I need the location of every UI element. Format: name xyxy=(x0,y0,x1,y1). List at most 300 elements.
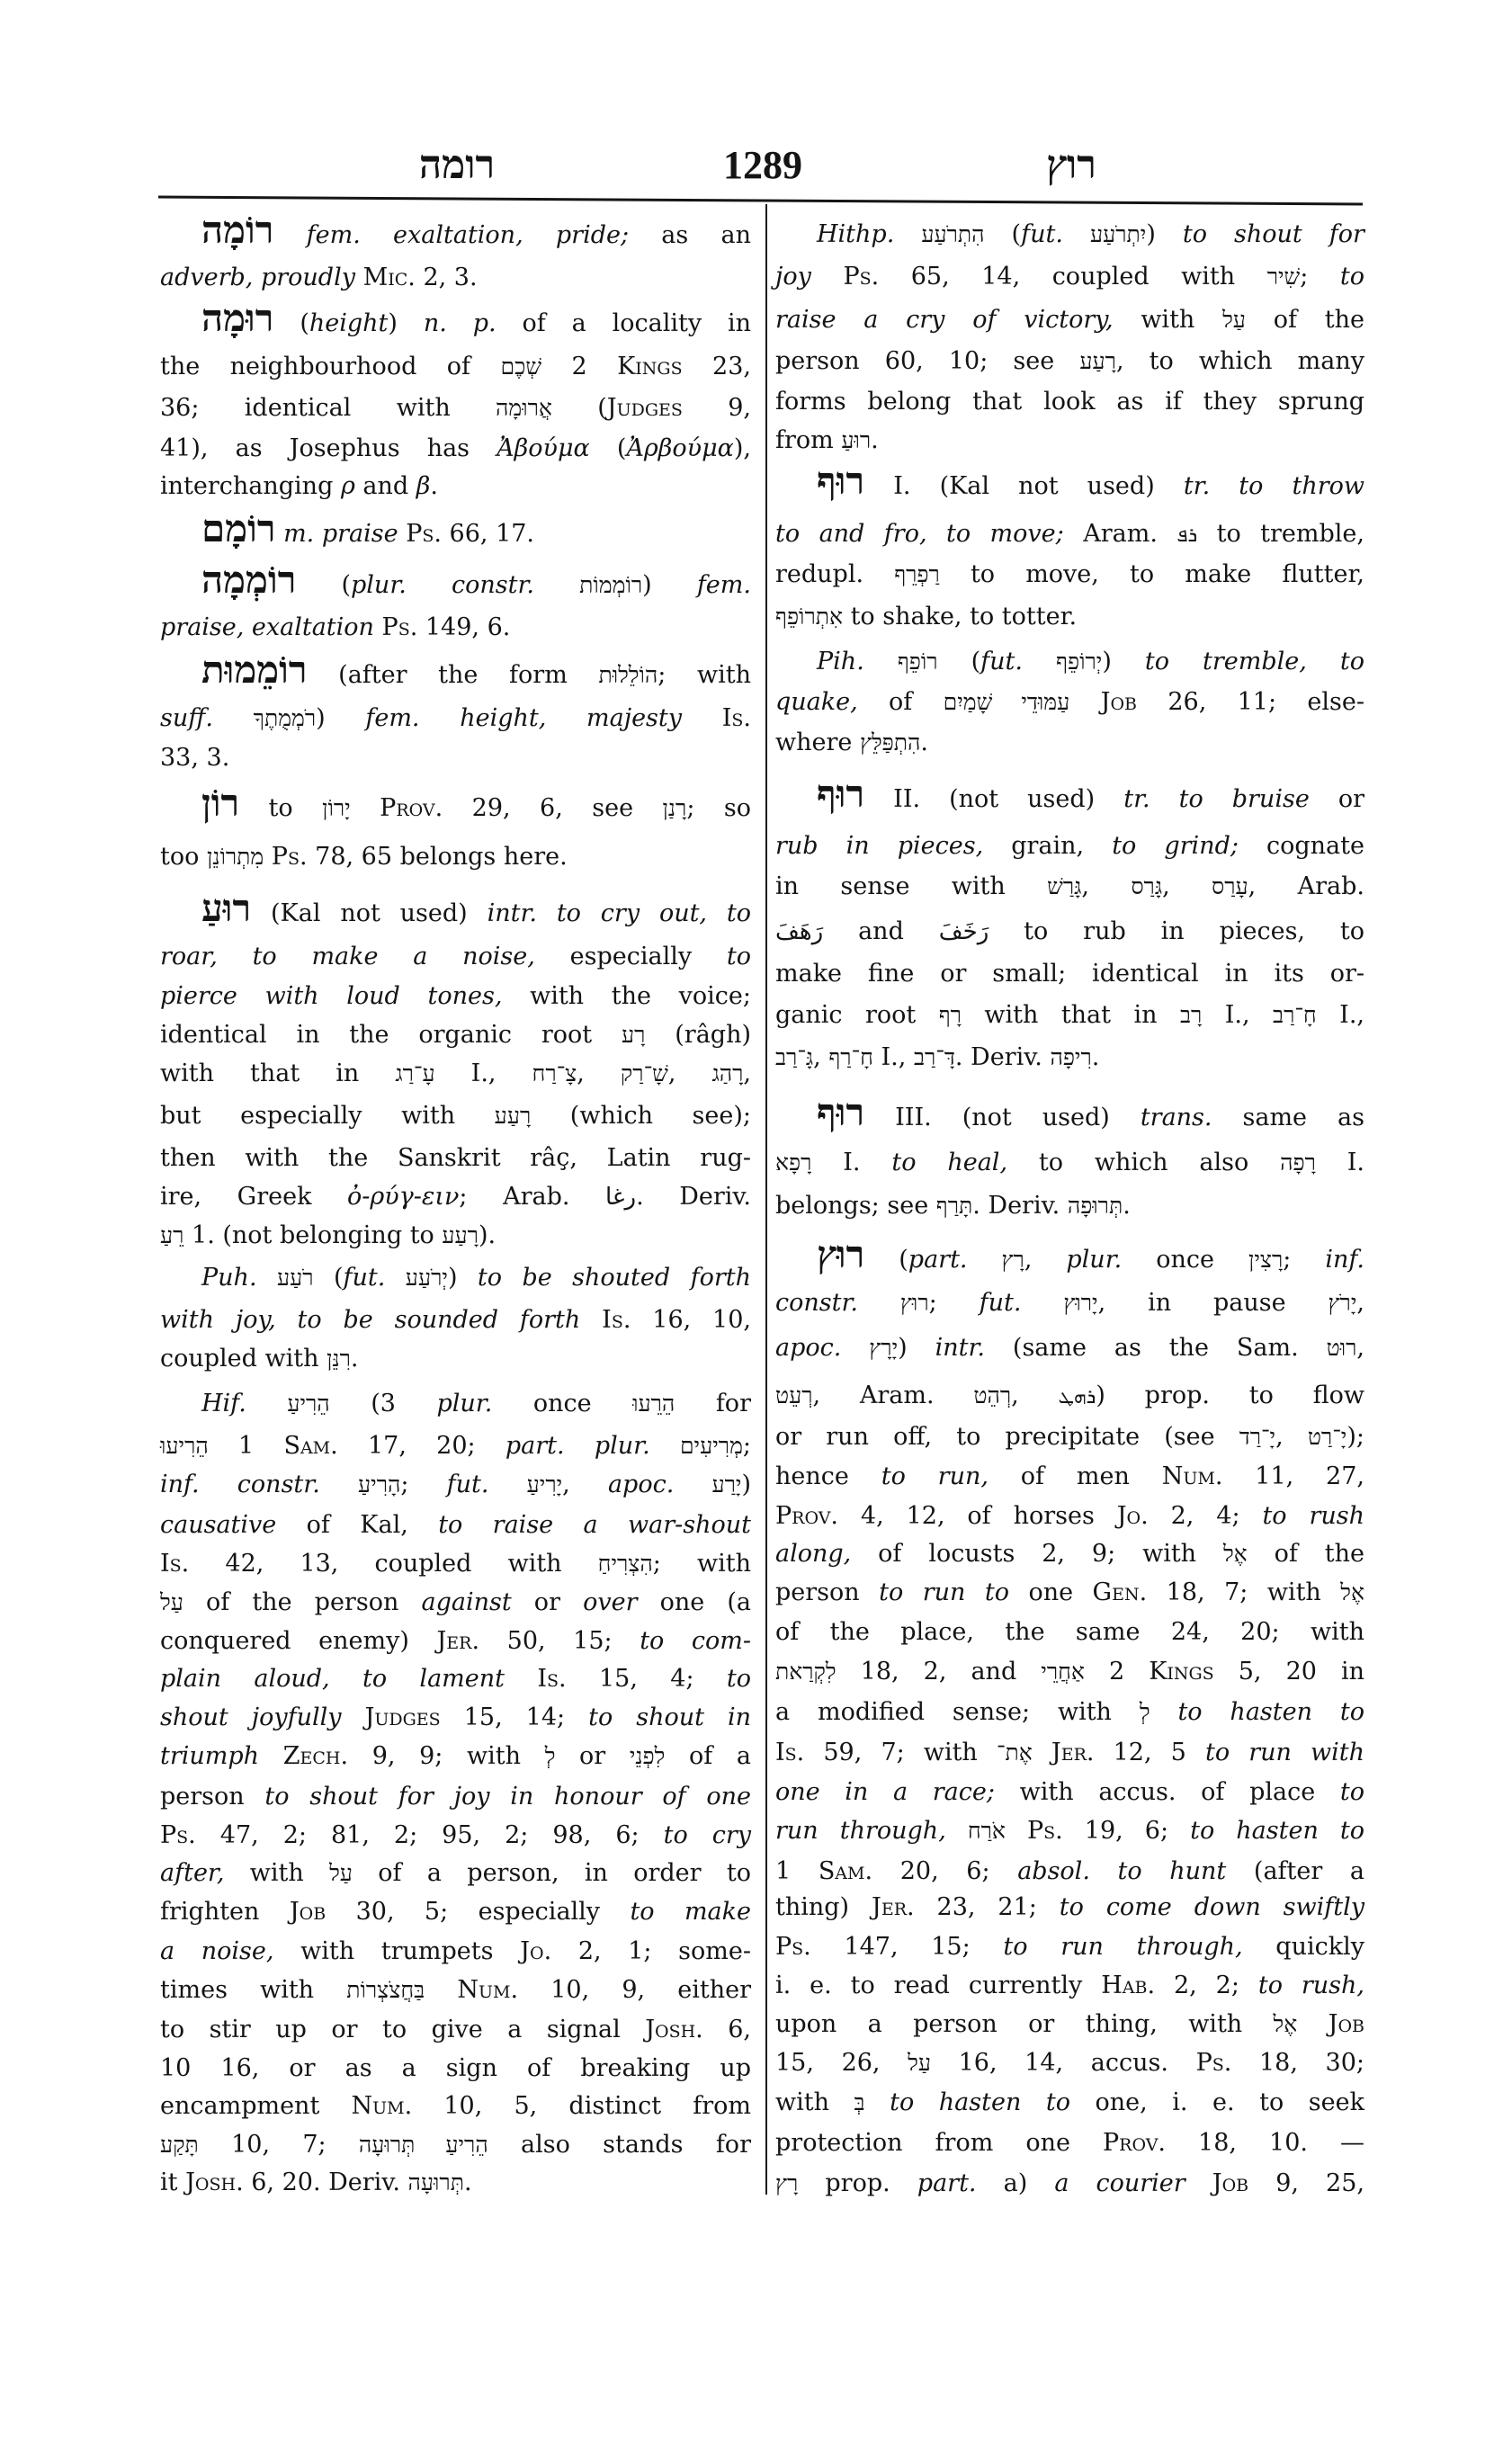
headword: רוֹמֵמוּת xyxy=(201,650,308,692)
italic-text: to run through, xyxy=(1003,1933,1243,1961)
italic-text: raise a cry of victory, xyxy=(775,306,1114,334)
book-abbreviation: Judges xyxy=(364,1703,441,1731)
italic-text: tr. to bruise xyxy=(1123,785,1310,813)
text-run: one xyxy=(1008,1578,1093,1606)
hebrew-word: לְ xyxy=(544,1745,556,1769)
italic-text: Pih. xyxy=(817,648,864,675)
text-run: 10, 9, either xyxy=(518,1976,751,2004)
text-run: , Arab. xyxy=(1248,872,1364,900)
text-run: I. xyxy=(1315,1149,1364,1176)
book-abbreviation: Jo. xyxy=(520,1937,552,1965)
italic-text: to shout for xyxy=(1182,220,1364,248)
hebrew-word: דָּ־רַב xyxy=(913,1046,955,1070)
text-run xyxy=(1033,1739,1051,1766)
text-run: 2, 1; some- xyxy=(551,1937,751,1965)
running-head-last-word: רוץ xyxy=(1046,143,1096,187)
text-run: 42, 13, coupled with xyxy=(189,1550,598,1578)
text-run xyxy=(425,1976,457,2004)
italic-text: to run with xyxy=(1204,1739,1364,1766)
text-run: , xyxy=(1081,872,1132,900)
hebrew-word: רֹעַע xyxy=(276,1266,314,1291)
text-line xyxy=(160,1818,751,1854)
text-run: 36; identical with xyxy=(160,394,497,422)
text-line xyxy=(775,1735,1364,1771)
text-run: too xyxy=(160,843,207,871)
italic-text: to xyxy=(726,943,751,970)
text-run: 4, 12, of horses xyxy=(838,1502,1117,1530)
hebrew-word: הוֹלֵלוּת xyxy=(598,664,658,688)
italic-text: apoc. xyxy=(607,1471,675,1498)
hebrew-word: רוּעַ xyxy=(841,429,872,453)
italic-text: to heal, xyxy=(891,1149,1008,1176)
text-run: 1 xyxy=(208,1432,284,1460)
hebrew-word: יָרֹץ xyxy=(1328,1292,1357,1316)
text-run: once xyxy=(1122,1246,1248,1274)
headword: רוּף xyxy=(817,1093,865,1134)
text-run: . xyxy=(350,1345,359,1373)
hebrew-word: יְרוֹפֵף xyxy=(1056,650,1103,675)
text-line xyxy=(775,1378,1364,1414)
text-run: I., xyxy=(1202,1001,1274,1029)
text-run: or run off, to precipitate (see xyxy=(775,1423,1239,1451)
text-run: quickly xyxy=(1242,1933,1364,1961)
text-run: . Deriv. xyxy=(636,1183,751,1211)
text-run: ) xyxy=(1102,648,1145,675)
book-abbreviation: Ps. xyxy=(1195,2049,1232,2077)
italic-text: adverb, proudly xyxy=(160,264,355,291)
book-abbreviation: Ps. xyxy=(775,1933,811,1961)
book-abbreviation: Sam. xyxy=(283,1432,338,1460)
text-run: 6, xyxy=(702,2016,751,2043)
text-run: grain, xyxy=(983,832,1113,860)
hebrew-word: רָהַג xyxy=(711,1062,744,1086)
book-abbreviation: Kings xyxy=(1149,1658,1214,1685)
hebrew-word: רִנֵּן xyxy=(327,1347,351,1372)
italic-text: to xyxy=(1339,1778,1364,1806)
italic-text: n. p. xyxy=(423,309,497,337)
text-run: (same as the Sam. xyxy=(985,1334,1327,1362)
text-line xyxy=(160,1855,751,1891)
hebrew-word: לִקְרַאת xyxy=(775,1660,837,1685)
text-run xyxy=(488,1471,526,1498)
book-abbreviation: Num. xyxy=(457,1976,519,2004)
text-line xyxy=(160,469,751,505)
italic-text: to rush, xyxy=(1257,1972,1364,1999)
book-abbreviation: Is. xyxy=(602,1306,631,1334)
book-abbreviation: Hab. xyxy=(1101,1972,1156,1999)
text-run: identical in the organic root xyxy=(160,1021,622,1049)
text-run xyxy=(674,1471,711,1498)
hebrew-word: אֶל xyxy=(1340,1581,1364,1605)
text-run: with xyxy=(1113,306,1223,334)
italic-text: m. praise xyxy=(283,520,398,548)
text-run: 18, 2, and xyxy=(836,1658,1042,1685)
text-line xyxy=(160,1218,751,1254)
text-run: 10 16, or as a sign of breaking up xyxy=(160,2054,751,2082)
text-run: 12, 5 xyxy=(1094,1739,1205,1766)
text-run: protection from one xyxy=(775,2129,1103,2157)
text-line xyxy=(775,259,1364,295)
hebrew-word: רָץ xyxy=(775,2172,799,2196)
text-line xyxy=(160,1386,751,1422)
text-line xyxy=(160,2165,751,2201)
headword: רוֹמָם xyxy=(201,509,276,550)
text-run: . xyxy=(871,426,879,454)
hebrew-word: הָרִיעַ xyxy=(357,1473,401,1498)
text-run: times with xyxy=(160,1976,347,2004)
text-line xyxy=(775,1285,1364,1321)
text-run: of the person xyxy=(183,1588,422,1616)
italic-text: plur. xyxy=(1066,1246,1123,1274)
text-run xyxy=(385,1264,405,1292)
text-line xyxy=(160,650,751,693)
book-abbreviation: Prov. xyxy=(775,1502,839,1530)
hebrew-word: יָרוּץ xyxy=(1063,1292,1098,1316)
hebrew-word: רָעַע xyxy=(1079,350,1116,374)
greek-word: Ἀρβούμα xyxy=(626,434,734,462)
book-abbreviation: Jer. xyxy=(1051,1739,1095,1766)
text-line xyxy=(160,1546,751,1582)
text-run: where xyxy=(775,729,860,756)
headword: רוֹמָה xyxy=(201,210,274,252)
italic-text: plain aloud, to lament xyxy=(160,1665,505,1693)
text-line xyxy=(775,1093,1364,1136)
text-run: 9, 25, xyxy=(1248,2169,1364,2197)
text-run xyxy=(273,221,306,249)
italic-text: part. xyxy=(908,1246,968,1274)
text-run: 66, 17. xyxy=(441,520,535,548)
arabic-word: رغا xyxy=(604,1184,637,1211)
text-run: , xyxy=(813,1043,829,1071)
italic-text: fut. xyxy=(446,1471,489,1498)
text-run: to move, to make flutter, xyxy=(939,560,1364,588)
hebrew-word: רְהֵט xyxy=(973,1384,1012,1408)
italic-text: after, xyxy=(160,1859,225,1887)
text-run: ) xyxy=(316,704,366,732)
text-run xyxy=(1063,220,1090,248)
text-run xyxy=(650,1432,680,1460)
text-line xyxy=(775,217,1364,253)
hebrew-word: רָף xyxy=(938,1004,962,1028)
text-line xyxy=(160,889,751,932)
text-line xyxy=(160,2088,751,2124)
text-run: to which also xyxy=(1007,1149,1281,1176)
text-line xyxy=(775,384,1364,420)
greek-word: β xyxy=(416,472,431,500)
italic-text: intr. to cry out, to xyxy=(487,899,751,927)
italic-text: height xyxy=(309,309,389,337)
text-run: 9, 9; with xyxy=(348,1742,545,1770)
text-run: ) xyxy=(447,1264,478,1292)
text-run: ; with xyxy=(652,1550,751,1578)
text-run: or xyxy=(1309,785,1364,813)
text-run: 1. (not belonging to xyxy=(183,1221,443,1249)
text-line xyxy=(160,701,751,737)
book-abbreviation: Is. xyxy=(775,1739,805,1766)
text-run: 15, 26, xyxy=(775,2049,908,2077)
text-run: of a locality in xyxy=(496,309,752,337)
hebrew-word: אֹרַח xyxy=(967,1820,1006,1844)
text-run: of xyxy=(857,688,944,716)
text-run: ( xyxy=(551,394,607,422)
text-line xyxy=(160,431,751,467)
text-line xyxy=(775,2166,1364,2202)
text-run: (which see); xyxy=(531,1102,751,1130)
text-run: make fine or small; identical in its or- xyxy=(775,960,1364,988)
italic-text: triumph xyxy=(160,1742,260,1770)
text-run: ( xyxy=(864,1246,908,1274)
text-line xyxy=(775,1419,1364,1455)
headword: רוֹן xyxy=(201,783,240,825)
text-run: 10, 5, distinct from xyxy=(412,2092,751,2120)
hebrew-word: עָרַס xyxy=(1212,875,1248,899)
italic-text: part. plur. xyxy=(505,1432,650,1460)
text-line xyxy=(160,1739,751,1775)
italic-text: to grind; xyxy=(1112,832,1239,860)
text-run: and xyxy=(823,917,939,945)
text-run: Aram. xyxy=(1063,520,1177,548)
italic-text: to tremble, to xyxy=(1144,648,1364,675)
text-run: , xyxy=(1011,1381,1059,1409)
text-line xyxy=(775,1890,1364,1926)
text-line xyxy=(160,1179,751,1215)
italic-text: to shout in xyxy=(588,1703,752,1731)
text-run: to tremble, xyxy=(1197,520,1364,548)
text-line xyxy=(775,2007,1364,2043)
text-run: in sense with xyxy=(775,872,1048,900)
text-run: one (a xyxy=(637,1588,751,1616)
italic-text: to shout for joy in honour of one xyxy=(264,1783,751,1811)
text-line xyxy=(775,997,1364,1033)
book-abbreviation: Jo. xyxy=(1116,1502,1149,1530)
text-run: 16, 14, accus. xyxy=(930,2049,1196,2077)
text-run: . xyxy=(1123,1192,1131,1220)
italic-text: pierce with loud tones, xyxy=(160,982,503,1010)
text-line xyxy=(775,1040,1364,1076)
book-abbreviation: Josh. xyxy=(645,2016,703,2043)
hebrew-word: תְּרוּפָה xyxy=(1067,1194,1123,1219)
text-run: to shake, to totter. xyxy=(842,603,1078,630)
text-run: , Aram. xyxy=(812,1381,974,1409)
book-abbreviation: Ps. xyxy=(160,1821,196,1849)
text-run: upon a person or thing, with xyxy=(775,2010,1274,2038)
text-run: 10, 7; xyxy=(198,2131,359,2159)
book-abbreviation: Kings xyxy=(617,353,683,380)
text-run: ; with xyxy=(658,661,751,689)
text-line xyxy=(160,610,751,646)
italic-text: run through, xyxy=(775,1817,946,1845)
text-line xyxy=(775,2045,1364,2081)
italic-text: with joy, to be sounded forth xyxy=(160,1306,581,1334)
italic-text: to com- xyxy=(640,1627,751,1655)
text-run: , xyxy=(743,1060,752,1087)
italic-text: fut. xyxy=(979,1289,1022,1317)
text-run: ( xyxy=(296,571,352,599)
book-abbreviation: Mic. xyxy=(362,264,416,291)
text-line xyxy=(775,1575,1364,1611)
text-line xyxy=(160,560,751,604)
text-run: , xyxy=(1024,1246,1067,1274)
italic-text: to and fro, to move; xyxy=(775,520,1064,548)
italic-text: fut. xyxy=(1021,220,1063,248)
hebrew-word: שָׁ־רַק xyxy=(620,1062,668,1086)
running-head-first-word: רומה xyxy=(418,143,496,187)
book-abbreviation: Sam. xyxy=(818,1857,873,1885)
text-run: of a person, in order to xyxy=(352,1859,751,1887)
hebrew-word: עַמּוּדֵי שָׁמַיִם xyxy=(943,691,1070,715)
text-line xyxy=(775,1330,1364,1366)
text-run: with xyxy=(775,2088,854,2116)
text-run: 1 xyxy=(775,1857,819,1885)
italic-text: Puh. xyxy=(201,1264,257,1292)
text-line xyxy=(160,349,751,385)
text-line xyxy=(160,509,751,552)
book-abbreviation: Job xyxy=(1328,2010,1364,2038)
text-run: prop. xyxy=(798,2169,917,2197)
text-run: , in pause xyxy=(1097,1289,1329,1317)
text-run: same as xyxy=(1212,1104,1364,1131)
book-abbreviation: Job xyxy=(1100,688,1137,716)
text-run: conquered enemy) xyxy=(160,1627,437,1655)
text-run: ) xyxy=(1146,220,1183,248)
text-line xyxy=(160,1341,751,1377)
hebrew-word: חָ־רַף xyxy=(828,1046,873,1070)
hebrew-word: הִתְפַּלֵּץ xyxy=(859,731,921,756)
text-line xyxy=(160,1260,751,1296)
text-run: 59, 7; with xyxy=(804,1739,997,1766)
italic-text: over xyxy=(583,1588,638,1616)
text-run: I., xyxy=(1316,1001,1364,1029)
text-run: . xyxy=(920,729,928,756)
text-line xyxy=(775,828,1364,864)
text-run: , xyxy=(667,1060,712,1087)
hebrew-word: הֵרִיעוּ xyxy=(160,1435,209,1459)
text-line xyxy=(775,1145,1364,1181)
text-run xyxy=(320,1471,358,1498)
book-abbreviation: Num. xyxy=(351,2092,413,2120)
text-run: belongs; see xyxy=(775,1192,936,1220)
text-run: of Kal, xyxy=(276,1511,439,1539)
text-run: 15, 14; xyxy=(440,1703,589,1731)
italic-text: intr. xyxy=(935,1334,985,1362)
book-abbreviation: Is. xyxy=(721,704,751,732)
text-run xyxy=(342,1703,365,1731)
text-run: of men xyxy=(988,1462,1162,1490)
text-run xyxy=(505,1665,537,1693)
text-line xyxy=(160,1972,751,2008)
hebrew-word: בַּחֲצֹצְרוֹת xyxy=(346,1979,425,2003)
text-run: , xyxy=(1356,1289,1364,1317)
text-line xyxy=(160,1934,751,1970)
hebrew-word: עַל xyxy=(329,1862,353,1886)
text-line xyxy=(775,956,1364,992)
text-run xyxy=(213,704,254,732)
text-line xyxy=(775,302,1364,338)
text-run: then with the Sanskrit râç, Latin rug- xyxy=(160,1144,751,1172)
text-run: 2, 4; xyxy=(1148,1502,1263,1530)
text-run: (3 xyxy=(329,1390,437,1417)
text-run: once xyxy=(492,1390,633,1417)
text-run: ; so xyxy=(686,794,751,822)
text-line xyxy=(775,2125,1364,2161)
hebrew-word: אֲרוּמָה xyxy=(496,397,552,421)
hebrew-word: עָ־רַג xyxy=(395,1062,435,1086)
text-run xyxy=(1150,1698,1178,1726)
text-line xyxy=(160,2012,751,2048)
italic-text: to rush xyxy=(1262,1502,1364,1530)
text-run: 147, 15; xyxy=(810,1933,1004,1961)
text-run: I. (Kal not used) xyxy=(864,472,1184,500)
book-abbreviation: Ps. xyxy=(271,843,308,871)
hebrew-word: שִׁיר xyxy=(1266,265,1301,290)
text-run: person xyxy=(775,1578,880,1606)
text-run: 19, 6; xyxy=(1062,1817,1191,1845)
book-abbreviation: Job xyxy=(289,1898,327,1926)
text-line xyxy=(775,774,1364,818)
text-run: I., xyxy=(434,1060,532,1087)
book-abbreviation: Prov. xyxy=(1103,2129,1167,2157)
text-run: i. e. to read currently xyxy=(775,1972,1102,1999)
hebrew-word: תָּקַע xyxy=(160,2133,199,2158)
hebrew-word: רוֹמְמוֹת xyxy=(579,574,643,598)
text-run xyxy=(858,1289,900,1317)
text-run: of the xyxy=(1247,1540,1364,1568)
book-abbreviation: Num. xyxy=(1161,1462,1223,1490)
italic-text: to hasten to xyxy=(1190,1817,1364,1845)
hebrew-word: הִצְרִיחַ xyxy=(597,1552,653,1577)
text-run xyxy=(580,1306,602,1334)
italic-text: Hithp. xyxy=(817,220,895,248)
text-line xyxy=(160,1056,751,1092)
text-run: 78, 65 belongs here. xyxy=(307,843,568,871)
text-run: ; xyxy=(1283,1246,1326,1274)
text-run xyxy=(355,264,363,291)
text-line xyxy=(160,939,751,975)
text-line xyxy=(160,1779,751,1815)
hebrew-word: מִתְרוֹנֵן xyxy=(206,845,264,870)
italic-text: along, xyxy=(775,1540,852,1568)
text-run: 2 xyxy=(1084,1658,1150,1685)
text-run: (râgh) xyxy=(645,1021,751,1049)
book-abbreviation: Ps. xyxy=(406,520,442,548)
text-run: ( xyxy=(589,434,627,462)
text-run: 33, 3. xyxy=(160,744,230,772)
text-run: 2 xyxy=(541,353,618,380)
text-line xyxy=(775,1854,1364,1890)
text-run xyxy=(682,704,722,732)
greek-word: Ἀβούμα xyxy=(497,434,590,462)
text-run xyxy=(1185,2169,1212,2197)
hebrew-word: הֵרִיעַ תְּרוּעָה xyxy=(358,2133,488,2158)
text-run: of the xyxy=(1245,306,1364,334)
hebrew-word: עַל xyxy=(908,2052,931,2076)
italic-text: to hasten to xyxy=(890,2088,1070,2116)
text-line xyxy=(775,1614,1364,1650)
text-line xyxy=(160,210,751,254)
text-run xyxy=(257,1264,277,1292)
book-abbreviation: Ps. xyxy=(1026,1817,1063,1845)
text-line xyxy=(775,1188,1364,1224)
italic-text: plur. xyxy=(436,1390,493,1417)
text-run: III. (not used) xyxy=(864,1104,1141,1131)
text-run xyxy=(374,613,382,641)
text-run: frighten xyxy=(160,1898,290,1926)
hebrew-word: יָ־רַד xyxy=(1239,1426,1276,1450)
text-line xyxy=(160,1140,751,1176)
text-run: 18, 7; with xyxy=(1147,1578,1341,1606)
italic-text: fem. height, majesty xyxy=(365,704,683,732)
text-line xyxy=(775,1968,1364,2004)
